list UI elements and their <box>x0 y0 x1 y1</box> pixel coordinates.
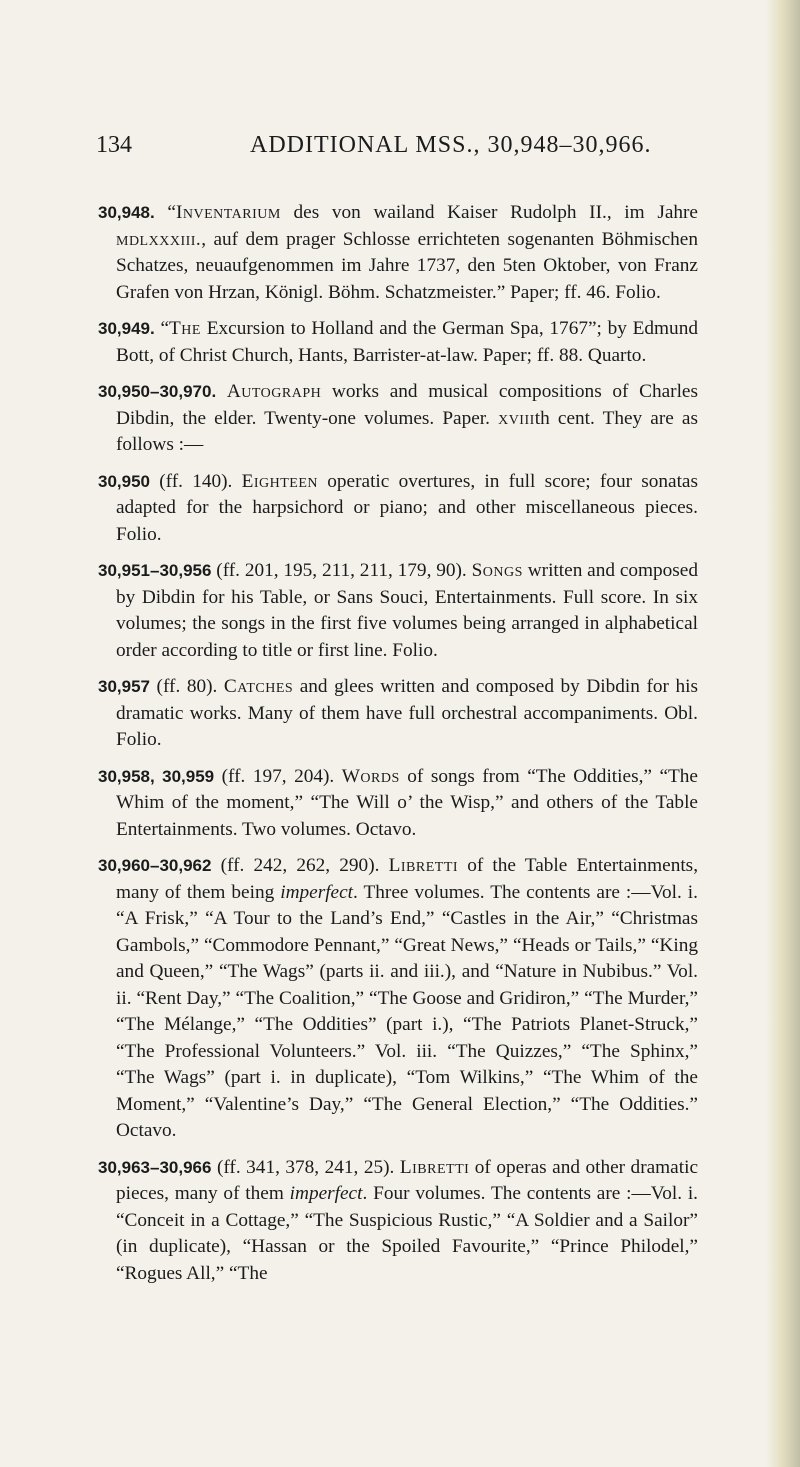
entry-text: written and composed by Dibdin for his Table, or Sans Souci, Entertainments. Full score. In six volumes; the songs in the first five volumes being arranged in alphabetical order according to title or first line. Folio. <box>116 560 699 661</box>
catalogue-entry <box>98 200 698 306</box>
entry-text: and glees written and composed by Dibdin for his dramatic works. Many of them have full orchestral accompaniments. Obl. Folio. <box>116 676 699 750</box>
entry-text: of songs from “The Oddities,” “The Whim of the moment,” “The Will o’ the Wisp,” and others of the Table Entertainments. Two volumes. Octavo. <box>116 765 698 840</box>
entry-text: (ff. 242, 262, 290). <box>211 855 389 876</box>
entry-number: 30,950 <box>98 471 150 491</box>
entry-text: mdlxxxiii. <box>116 228 202 250</box>
entry-text: th cent. They are as follows :— <box>116 407 698 455</box>
entry-number: 30,948. <box>98 203 155 222</box>
entry-text: The <box>169 318 201 339</box>
entry-text: Excursion to Holland and the German Spa, 1767”; by Edmund Bott, of Christ Church, Hants, Barrister-at-law. Paper; ff. 88. Quarto. <box>116 318 698 366</box>
entry-text: works and musical compositions of Charles Dibdin, the elder. Twenty-one volumes. Paper. <box>116 381 698 429</box>
entry-number: 30,963–30,966 <box>98 1157 212 1177</box>
page-number: 134 <box>96 132 132 158</box>
entry-text: . Three volumes. The contents are :—Vol. i. “A Frisk,” “A Tour to the Land’s End,” “Castles in the Air,” “Christmas Gambols,” “Commodore Pennant,” “Great News,” “Heads or Tails,” “King and Queen,” “The Wags” (parts ii. and iii.), and “Nature in Nubibus.” Vol. ii. “Rent Day,” “The Coalition,” “The Goose and Gridiron,” “The Murder,” “The Mélange,” “The Oddities” (part i.), “The Patriots Planet-Struck,” “The Professional Volunteers.” Vol. iii. “The Quizzes,” “The Sphinx,” “The Wags” (part i. in duplicate), “Tom Wilkins,” “The Whim of the Moment,” “Valentine’s Day,” “The General Election,” “The Oddities.” Octavo. <box>116 881 698 1141</box>
catalogue-entry <box>98 316 698 369</box>
catalogue-entry <box>98 853 698 1145</box>
entry-text: , auf dem prager Schlosse errichteten sogenanten Böhmischen Schatzes, neuaufgenommen im Jahre 1737, den 5ten Oktober, von Franz Grafen von Hrzan, Königl. Böhm. Schatzmeister.” Paper; ff. 46. Folio. <box>116 228 698 303</box>
entry-text: Autograph <box>226 381 322 402</box>
entry-text: imperfect <box>289 1183 363 1204</box>
entry-text: xviii <box>498 407 535 429</box>
page-header <box>96 124 696 164</box>
catalogue-entry <box>98 558 698 664</box>
entry-number: 30,950–30,970. <box>98 382 217 401</box>
entry-text: (ff. 341, 378, 241, 25). <box>211 1156 400 1178</box>
entry-text: (ff. 201, 195, 211, 211, 179, 90). <box>211 560 472 581</box>
entry-text: imperfect <box>280 881 354 903</box>
entry-number: 30,957 <box>98 677 150 696</box>
entry-text: . Four volumes. The contents are :—Vol. i. “Conceit in a Cottage,” “The Suspicious Rustic,” “A Soldier and a Sailor” (in duplicate), “Hassan or the Spoiled Favourite,” “Prince Philodel,” “Rogues All,” “The <box>116 1183 698 1284</box>
entry-number: 30,951–30,956 <box>98 561 212 580</box>
entry-text: “ <box>154 318 170 339</box>
entry-text: des von wailand Kaiser Rudolph II., im Jahre <box>280 202 698 223</box>
entry-number: 30,958, 30,959 <box>98 766 215 786</box>
entry-number: 30,960–30,962 <box>98 856 212 875</box>
entry-text: Libretti <box>399 1156 470 1178</box>
running-head: ADDITIONAL MSS., 30,948–30,966. <box>250 132 652 158</box>
entry-text: Words <box>341 765 400 787</box>
catalogue-entry <box>98 674 698 754</box>
entry-number: 30,949. <box>98 319 155 338</box>
entry-text: Songs <box>471 560 523 581</box>
entry-text: operatic overtures, in full score; four sonatas adapted for the harpsichord or piano; and other miscellaneous pieces. Folio. <box>116 470 698 545</box>
entry-text: “ <box>154 202 176 223</box>
catalogue-entry <box>98 1155 698 1288</box>
catalogue-entry <box>98 469 698 549</box>
catalogue-entries <box>98 200 698 1297</box>
catalogue-entry <box>98 379 698 459</box>
entry-text: Inventarium <box>175 202 281 223</box>
entry-text: Libretti <box>388 855 459 876</box>
entry-text <box>216 381 227 402</box>
entry-text: of operas and other dramatic pieces, many of them <box>116 1156 699 1204</box>
entry-text: (ff. 80). <box>150 676 224 697</box>
page-edge-shadow <box>766 0 800 1467</box>
entry-text: (ff. 197, 204). <box>214 765 342 787</box>
entry-text: of the Table Entertainments, many of them being <box>116 855 699 903</box>
entry-text: Catches <box>223 676 294 697</box>
entry-text: Eighteen <box>241 470 319 492</box>
catalogue-entry <box>98 764 698 844</box>
entry-text: (ff. 140). <box>150 470 242 492</box>
